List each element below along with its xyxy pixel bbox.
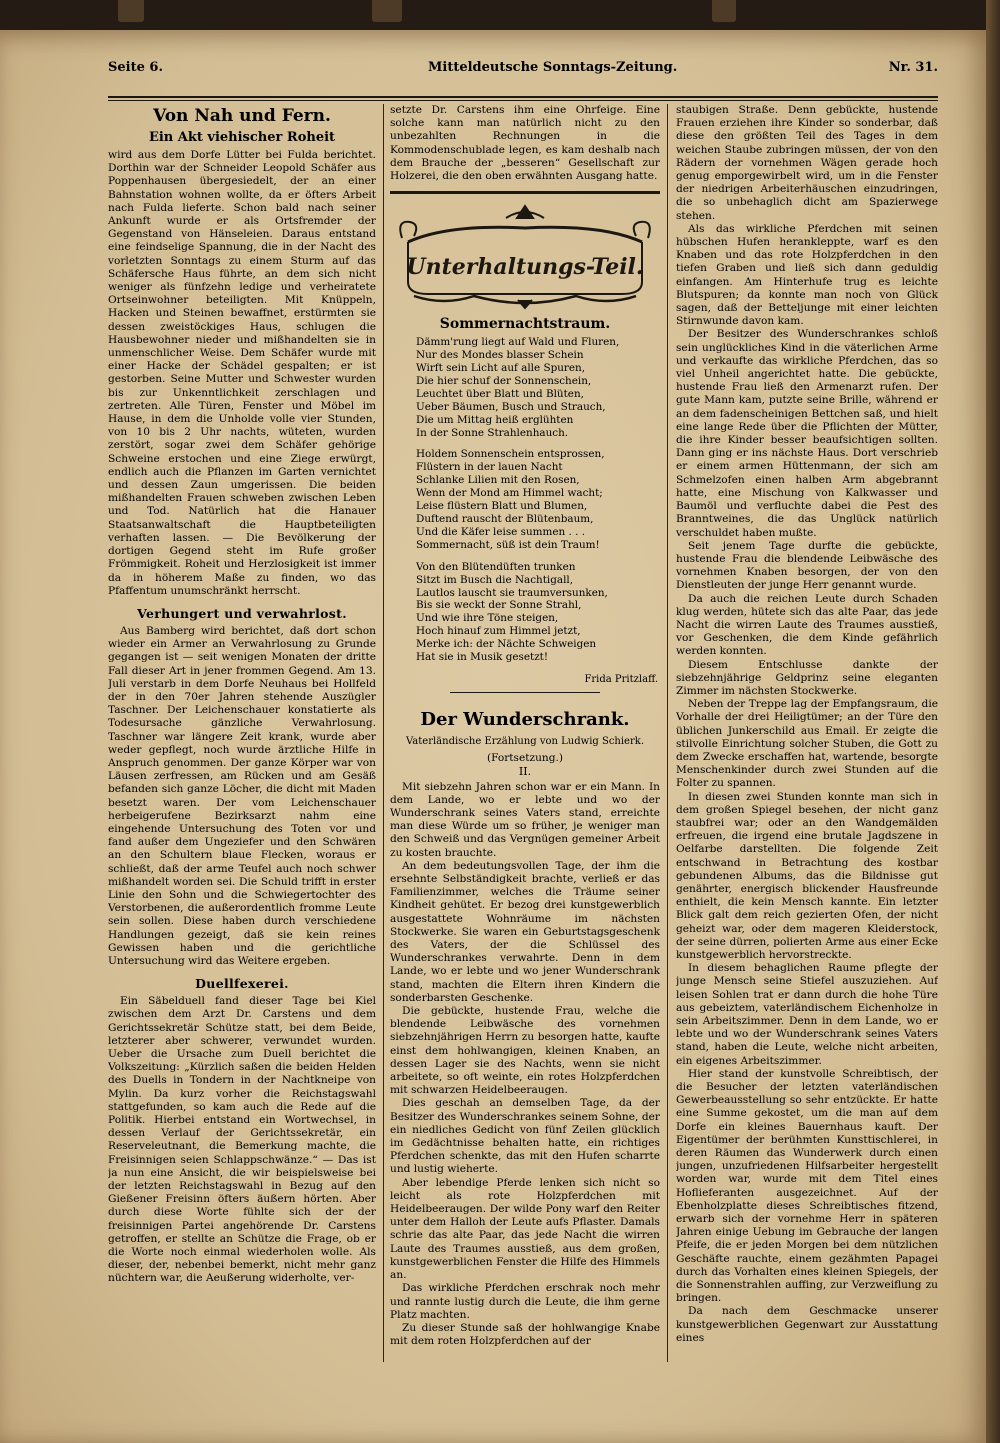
- section-title: Von Nah und Fern.: [153, 106, 331, 126]
- page-top-edge: [0, 0, 1000, 30]
- article-text: Aus Bamberg wird berichtet, daß dort schon wieder ein Armer an Verwahrlosung zu Grunde gegangen ist — seit wenigen Monaten der dritte Fall dieser Art in jener frommen Gegend. Am 13. Juli verstarb in dem Dorfe Neuhaus bei Hollfeld der in den 70er Jahren stehende Auszügler Taschner. Der Leichenschauer konstatierte als Todesursache gänzliche Verwahrlosung. Taschner war längere Zeit krank, wurde aber weder gepflegt, noch wurde ärztliche Hilfe in Anspruch genommen. Der ganze Körper war von Läusen zerfressen, am Rücken und am Gesäß befanden sich ganze Löcher, die dicht mit Maden besetzt waren. Der vom Leichenschauer herbeigerufene Bezirksarzt nahm eine eingehende Untersuchung des Toten vor und fand außer dem Ungeziefer und den Schwären an den Schultern blaue Flecken, woraus er schließt, daß der arme Teufel auch noch schwer mißhandelt worden sei. Die Schuld trifft in erster Linie den Sohn und die Schwiegertochter des Verstorbenen, die außerordentlich fromme Leute sein sollen. Diese haben durch verschiedene Handlungen gezeigt, daß sie kein reines Gewissen haben und die gerichtliche Untersuchung wird das Weitere ergeben.: [108, 624, 376, 967]
- poem-line: Lautlos lauscht sie traumversunken,: [416, 586, 608, 599]
- poem-line: Und wie ihre Töne steigen,: [416, 612, 559, 625]
- story-paragraph: Mit siebzehn Jahren schon war er ein Mann. In dem Lande, wo er lebte und wo der Wunderschrank seines Vaters stand, erreichte man diese Würde um so früher, je weniger man den Schweiß und das Vergnügen gemeiner Arbeit zu kosten brauchte.: [390, 780, 660, 859]
- article-title: Verhungert und verwahrlost.: [137, 605, 347, 621]
- page-header: [108, 56, 938, 78]
- section-rule: [390, 191, 660, 194]
- poem-line: Bis sie weckt der Sonne Strahl,: [416, 599, 582, 612]
- article-text: setzte Dr. Carstens ihm eine Ohrfeige. Eine solche kann man natürlich nicht zu den unbezahlten Rechnungen in die Kommodenschublade legen, es kam deshalb nach dem Brauche der „besseren“ Gesellschaft zur Holzerei, die den oben erwähnten Ausgang hatte.: [390, 104, 660, 183]
- article-text: Ein Säbelduell fand dieser Tage bei Kiel zwischen dem Arzt Dr. Carstens und dem Gerichtssekretär Schütze statt, bei dem Beide, letzterer aber schwerer, verwundet wurden. Ueber die Ursache zum Duell berichtet die Volkszeitung: „Kürzlich saßen die beiden Helden des Duells in Tondern in der Nachtkneipe von Mylin. Da kurz vorher die Reichstagswahl stattgefunden, so kam auch die Rede auf die Politik. Hierbei entstand ein Wortwechsel, in dessen Verlauf der Gerichtssekretär, ein Reserveleutnant, die Bemerkung machte, die Freisinnigen seien Schlappschwänze.“ — Das ist ja nun eine Ansicht, die wir beispielsweise bei der letzten Reichstagswahl in Bezug auf den Gießener Freisinn öfters äußern hörten. Aber durch diese Worte fühlte sich der der freisinnigen Partei angehörende Dr. Carstens getroffen, er stellte an Schütze die Frage, ob er die Worte noch einmal wiederholen wolle. Als dieser, der, nebenbei bemerkt, nicht mehr ganz nüchtern war, die Aeußerung widerholte, ver-: [108, 995, 376, 1285]
- poem-line: Von den Blütendüften trunken: [416, 560, 576, 573]
- poem-stanza: [416, 336, 660, 439]
- story-paragraph: Da auch die reichen Leute durch Schaden klug werden, hütete sich das alte Paar, das jede Nacht die wirren Laute des Traumes ausstieß, vor Geschenken, die dem Kinde gefährlich werden konnten.: [676, 592, 938, 658]
- column-middle: [390, 104, 660, 1366]
- poem-line: Holdem Sonnenschein entsprossen,: [416, 448, 605, 461]
- page-number: Seite 6.: [108, 60, 163, 75]
- poem: [416, 336, 660, 664]
- story-paragraph: In diesen zwei Stunden konnte man sich in dem großen Spiegel besehen, der nicht ganz staubfrei war; oder an den Wandgemälden erfreuen, die irgend eine brutale Jagdszene in Oelfarbe darstellten. Die folgende Zeit entschwand in Betrachtung des kostbar gebundenen Albums, das die Bildnisse gut genährter, energisch blickender Hausfreunde enthielt, die kein Mensch kannte. Ein letzter Blick galt dem reich gezierten Ofen, der nicht geheizt war, oder dem mageren Kleiderstock, der seine dürren, polierten Arme aus einer Ecke kunstgewerblich hervorstreckte.: [676, 790, 938, 961]
- poem-line: In der Sonne Strahlenhauch.: [416, 426, 569, 439]
- story-paragraph: Dies geschah an demselben Tage, da der Besitzer des Wunderschrankes seinem Sohne, der ein niedliches Gedicht von fünf Zeilen glücklich im Gedächtnisse behalten hatte, ein richtiges Pferdchen schenkte, das mit den Hufen scharrte und lustig wieherte.: [390, 1097, 660, 1176]
- poem-author: Frida Pritzlaff.: [584, 673, 658, 685]
- poem-line: Sitzt im Busch die Nachtigall,: [416, 573, 574, 586]
- poem-title: Sommernachtstraum.: [439, 316, 611, 333]
- story-paragraph: An dem bedeutungsvollen Tage, der ihm die ersehnte Selbständigkeit brachte, verließ er das Familienzimmer, welches die Träume seiner Kindheit gehütet. Er bezog drei kunstgewerblich ausgestattete Wohnräume im nächsten Stockwerke. Sie waren ein Geburtstagsgeschenk des Vaters, der die Schlüssel des Wunderschrankes verwahrte. Denn in dem Lande, wo er lebte und wo jener Wunderschrank stand, machten die Eltern ihren Kindern die sonderbarsten Geschenke.: [390, 859, 660, 1004]
- poem-line: Duftend rauscht der Blütenbaum,: [416, 513, 594, 525]
- story-continuation: (Fortsetzung.): [486, 752, 564, 765]
- story-paragraph: Seit jenem Tage durfte die gebückte, hustende Frau die blendende Leibwäsche des vornehmen Knaben besorgen, der von den Dienstleuten der junge Herr genannt wurde.: [676, 539, 938, 592]
- poem-line: Die um Mittag heiß erglühten: [416, 413, 574, 426]
- story-paragraph: Da nach dem Geschmacke unserer kunstgewerblichen Gegenwart zur Ausstattung eines: [676, 1305, 938, 1344]
- column-left: [108, 104, 376, 1366]
- column-right: [676, 104, 938, 1366]
- poem-line: Hoch hinauf zum Himmel jetzt,: [416, 625, 581, 638]
- poem-line: Hat sie in Musik gesetzt!: [416, 651, 549, 664]
- story-paragraph: Die gebückte, hustende Frau, welche die blendende Leibwäsche des vornehmen siebzehnjährigen Herrn zu besorgen hatte, kaufte einst dem hohlwangigen, kleinen Knaben, an dessen Lager sie des Nachts, wenn sie nicht arbeitete, so oft weinte, ein rotes Holzpferdchen mit schwarzen Heidelbeeraugen.: [390, 1005, 660, 1097]
- story-paragraph: Diesem Entschlusse dankte der siebzehnjährige Geldprinz seine eleganten Zimmer im nächsten Stockwerke.: [676, 658, 938, 697]
- story-paragraph: Aber lebendige Pferde lenken sich nicht so leicht als rote Holzpferdchen mit Heidelbeeraugen. Der wilde Pony warf den Reiter unter dem Halloh der Leute aufs Pflaster. Damals schrie das alte Paar, das jede Nacht die wirren Laute des Traumes ausstieß, aus dem großen, kunstgewerblichen Fenster die Hilfe des Himmels an.: [390, 1176, 660, 1282]
- story-paragraph: Zu dieser Stunde saß der hohlwangige Knabe mit dem roten Holzpferdchen auf der: [390, 1321, 660, 1348]
- story-rule: [450, 692, 600, 693]
- article-title: Ein Akt viehischer Roheit: [148, 130, 336, 145]
- issue-number: Nr. 31.: [888, 60, 938, 75]
- header-rule: [108, 96, 938, 98]
- newspaper-title: Mitteldeutsche Sonntags-Zeitung.: [428, 60, 678, 75]
- poem-line: Dämm'rung liegt auf Wald und Fluren,: [416, 336, 620, 349]
- poem-line: Schlanke Lilien mit den Rosen,: [416, 474, 580, 487]
- column-divider: [383, 104, 384, 1362]
- story-paragraph: staubigen Straße. Denn gebückte, hustende Frauen erziehen ihre Kinder so sonderbar, daß diese den größten Teil des Tages in dem weichen Staube zubringen müssen, der von den Rädern der vornehmen Wägen gerade hoch genug emporgewirbelt wird, um in die Fenster der niedrigen Arbeiterhäuschen einzudringen, die so unbehaglich dicht am Spazierwege stehen.: [676, 104, 938, 222]
- header-rule-thin: [108, 100, 938, 101]
- poem-stanza: [416, 448, 660, 551]
- story-text: [390, 781, 660, 1349]
- edge-tab: [118, 0, 144, 22]
- edge-tab: [712, 0, 736, 22]
- poem-line: Leise flüstern Blatt und Blumen,: [416, 500, 588, 513]
- article-title: Duellfexerei.: [195, 976, 289, 992]
- article-text: wird aus dem Dorfe Lütter bei Fulda berichtet. Dorthin war der Schneider Leopold Schäfer aus Poppenhausen übergesiedelt, der an einer Bahnstation wohnen wollte, da er öfters Arbeit nach Fulda lieferte. Schon bald nach seiner Ankunft wurde er als Ortsfremder der Gegenstand von Hänseleien. Daraus entstand eine feindselige Spannung, die in der Nacht des vorletzten Sonntags zu einem Sturm auf das Schäfersche Haus führte, an dem sich nicht weniger als fünfzehn ledige und verheiratete Ortseinwohner beteiligten. Mit Knüppeln, Hacken und Steinen bewaffnet, erstürmten sie dessen zweistöckiges Haus, schlugen die Hausbewohner nieder und mißhandelten sie in unmenschlicher Weise. Dem Schäfer wurde mit einer Hacke der Schädel gespalten; er ist gestorben. Seine Mutter und Schwester wurden bis zur Unkenntlichkeit zerschlagen und zertreten. Alle Türen, Fenster und Möbel im Hause, in dem die Unholde volle vier Stunden, von 10 bis 2 Uhr nachts, wüteten, wurden zerstört, sogar zwei dem Schäfer gehörige Schweine erstochen und eine Ziege erwürgt, endlich auch die Pflanzen im Garten vernichtet und dessen Zaun umgerissen. Die beiden mißhandelten Frauen schweben zwischen Leben und Tod. Natürlich hat die Hanauer Staatsanwaltschaft die Hauptbeteiligten verhaften lassen. — Die Bevölkerung der dortigen Gegend steht im Rufe großer Frömmigkeit. Roheit und Herzlosigkeit ist immer da in höherem Maße zu finden, wo das Pfaffentum unumschränkt herrscht.: [108, 149, 376, 597]
- edge-tab: [372, 0, 402, 22]
- banner-title: Unterhaltungs-Teil.: [406, 254, 644, 281]
- poem-line: Merke ich: der Nächte Schweigen: [416, 638, 597, 651]
- poem-line: Flüstern in der lauen Nacht: [416, 461, 563, 474]
- story-paragraph: In diesem behaglichen Raume pflegte der junge Mensch seine Stiefel auszuziehen. Auf leisen Sohlen trat er dann durch die hohe Türe aus gebeiztem, vaterländischem Eichenholze in sein Arbeitszimmer. Denn in dem Lande, wo er lebte und wo der Wunderschrank seines Vaters stand, haben die Leute, welche nicht arbeiten, ein eigenes Arbeitszimmer.: [676, 962, 938, 1067]
- poem-line: Wirft sein Licht auf alle Spuren,: [416, 362, 586, 375]
- poem-line: Nur des Mondes blasser Schein: [416, 349, 584, 362]
- story-part-number: II.: [518, 765, 532, 779]
- poem-line: Ueber Bäumen, Busch und Strauch,: [416, 400, 606, 413]
- book-spine: [986, 0, 1000, 1443]
- column-divider: [667, 104, 668, 1362]
- poem-line: Wenn der Mond am Himmel wacht;: [416, 487, 603, 500]
- unterhaltung-banner: [394, 200, 656, 310]
- poem-line: Leuchtet über Blatt und Blüten,: [416, 387, 584, 400]
- poem-line: Die hier schuf der Sonnenschein,: [416, 374, 592, 387]
- story-paragraph: Der Besitzer des Wunderschrankes schloß sein unglückliches Kind in die väterlichen Arme und verkaufte das wirkliche Pferdchen, das so viel Unheil angerichtet hatte. Die gebückte, hustende Frau ließ den Armenarzt rufen. Der gute Mann kam, putzte seine Brille, während er an dem fadenscheinigen Bettchen saß, und hielt eine lange Rede über die Pflichten der Mütter, die ihre Kinder besser beaufsichtigen sollten. Dann ging er ins nächste Haus. Dort verschrieb er einem armen Hüttenmann, der sich am Schmelzofen einen halben Arm abgebrannt hatte, eine Mischung von Kalkwasser und Baumöl und verfluchte dabei die Pest des Branntweines, die das Unglück natürlich verschuldet haben mußte.: [676, 328, 938, 539]
- story-paragraph: Das wirkliche Pferdchen erschrak noch mehr und rannte lustig durch die Leute, die ihm gerne Platz machten.: [390, 1282, 660, 1321]
- story-paragraph: Als das wirkliche Pferdchen mit seinen hübschen Hufen herankleppte, warf es den Knaben und das rote Holzpferdchen in den tiefen Graben und ließ sich dann geduldig einfangen. Am Hinterhufe trug es leichte Blutspuren; da konnte man noch von Glück sagen, daß der Betteljunge mit einer leichten Stirnwunde davon kam.: [676, 222, 938, 328]
- poem-stanza: [416, 561, 660, 664]
- story-paragraph: Hier stand der kunstvolle Schreibtisch, der die Besucher der letzten vaterländischen Gewerbeausstellung so sehr entzückte. Er hatte eine Summe gekostet, um die man auf dem Dorfe ein kleines Bauernhaus kauft. Der Eigentümer der berühmten Kunsttischlerei, in deren Räumen das Wunderwerk durch einen jungen, unzufriedenen Hilfsarbeiter hergestellt worden war, wurde mit dem Titel eines Hoflieferanten ausgezeichnet. Auf der Ebenholzplatte dieses Schreibtisches fitzend, erwarb sich der vornehme Herr in späteren Jahren einige Uebung im Gebrauche der langen Pfeife, die er jeden Morgen bei dem nützlichen Geschäfte rauchte, einem gezähmten Papagei durch das Vorhalten eines kleinen Spiegels, der die Sonnenstrahlen auffing, zur Verzweiflung zu bringen.: [676, 1067, 938, 1305]
- story-subtitle: Vaterländische Erzählung von Ludwig Schierk.: [406, 736, 644, 748]
- story-continued-text: [676, 104, 938, 1345]
- story-title: Der Wunderschrank.: [420, 709, 630, 731]
- story-paragraph: Neben der Treppe lag der Empfangsraum, die Vorhalle der drei Heiligtümer; an der Türe den üblichen Junkerschild aus Email. Er zeigte die stilvolle Einrichtung solcher Stuben, die Gott zu dem Zwecke erschaffen hat, wartende, besorgte Menschenkinder durch zwei Stunden auf die Folter zu spannen.: [676, 698, 938, 790]
- poem-line: Und die Käfer leise summen . . .: [416, 525, 586, 538]
- poem-line: Sommernacht, süß ist dein Traum!: [416, 538, 600, 551]
